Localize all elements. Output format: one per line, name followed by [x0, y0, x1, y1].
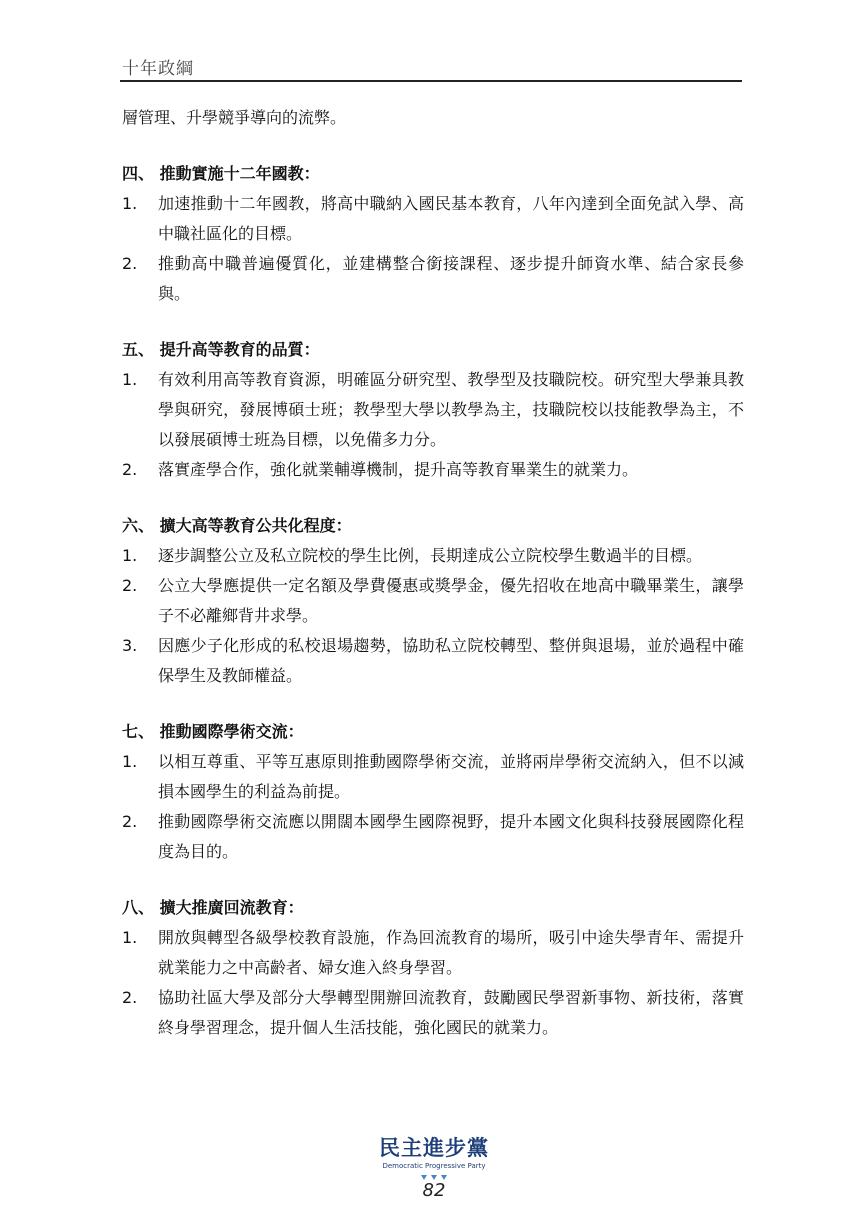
section-heading: 七、 推動國際學術交流： — [122, 722, 304, 741]
section-5 — [122, 335, 744, 485]
logo-english-name: Democratic Progressive Party — [382, 1162, 486, 1170]
section-heading: 五、 提升高等教育的品質： — [122, 340, 320, 359]
section-7 — [122, 717, 744, 867]
list-item — [122, 189, 744, 249]
item-text: 開放與轉型各級學校教育設施，作為回流教育的場所，吸引中途失學青年、需提升就業能力之中高齡者、婦女進入終身學習。 — [158, 928, 744, 977]
item-number: 2. — [122, 460, 138, 479]
section-6 — [122, 511, 744, 691]
item-text: 推動高中職普遍優質化，並建構整合銜接課程、逐步提升師資水準、結合家長參與。 — [158, 254, 744, 303]
item-text: 落實產學合作，強化就業輔導機制，提升高等教育畢業生的就業力。 — [158, 460, 639, 479]
item-number: 2. — [122, 812, 138, 831]
continued-paragraph: 層管理、升學競爭導向的流弊。 — [122, 108, 347, 127]
logo-chinese-name: 民主進步黨 — [379, 1136, 489, 1160]
page-number: 82 — [422, 1180, 446, 1201]
item-number: 2. — [122, 576, 138, 595]
item-text: 以相互尊重、平等互惠原則推動國際學術交流，並將兩岸學術交流納入，但不以減損本國學生的利益為前提。 — [158, 752, 744, 801]
list-item — [122, 455, 744, 485]
section-heading: 六、 擴大高等教育公共化程度： — [122, 516, 352, 535]
document-body — [122, 103, 744, 1043]
item-number: 2. — [122, 988, 138, 1007]
item-text: 逐步調整公立及私立院校的學生比例，長期達成公立院校學生數過半的目標。 — [158, 546, 703, 565]
list-item — [122, 571, 744, 631]
list-item — [122, 249, 744, 309]
list-item — [122, 365, 744, 455]
header-divider — [120, 80, 742, 82]
item-number: 1. — [122, 752, 138, 771]
item-number: 1. — [122, 370, 138, 389]
item-text: 推動國際學術交流應以開闊本國學生國際視野，提升本國文化與科技發展國際化程度為目的。 — [158, 812, 744, 861]
item-text: 協助社區大學及部分大學轉型開辦回流教育，鼓勵國民學習新事物、新技術，落實終身學習理念，提升個人生活技能，強化國民的就業力。 — [158, 988, 744, 1037]
item-number: 1. — [122, 546, 138, 565]
list-item — [122, 541, 744, 571]
item-text: 加速推動十二年國教，將高中職納入國民基本教育，八年內達到全面免試入學、高中職社區化的目標。 — [158, 194, 744, 243]
item-text: 因應少子化形成的私校退場趨勢，協助私立院校轉型、整併與退場，並於過程中確保學生及教師權益。 — [158, 636, 744, 685]
section-4 — [122, 159, 744, 309]
item-number: 3. — [122, 636, 138, 655]
section-heading: 八、 擴大推廣回流教育： — [122, 898, 304, 917]
party-logo — [0, 1136, 868, 1180]
item-number: 2. — [122, 254, 138, 273]
item-number: 1. — [122, 928, 138, 947]
running-header-title: 十年政綱 — [122, 59, 194, 79]
section-8 — [122, 893, 744, 1043]
list-item — [122, 923, 744, 983]
list-item — [122, 983, 744, 1043]
list-item — [122, 747, 744, 807]
item-text: 有效利用高等教育資源，明確區分研究型、教學型及技職院校。研究型大學兼具教學與研究，發展博碩士班；教學型大學以教學為主，技職院校以技能教學為主，不以發展碩博士班為目標，以免備多力分。 — [158, 370, 744, 449]
item-text: 公立大學應提供一定名額及學費優惠或獎學金，優先招收在地高中職畢業生，讓學子不必離鄉背井求學。 — [158, 576, 744, 625]
list-item — [122, 807, 744, 867]
list-item — [122, 631, 744, 691]
item-number: 1. — [122, 194, 138, 213]
section-heading: 四、 推動實施十二年國教： — [122, 164, 320, 183]
